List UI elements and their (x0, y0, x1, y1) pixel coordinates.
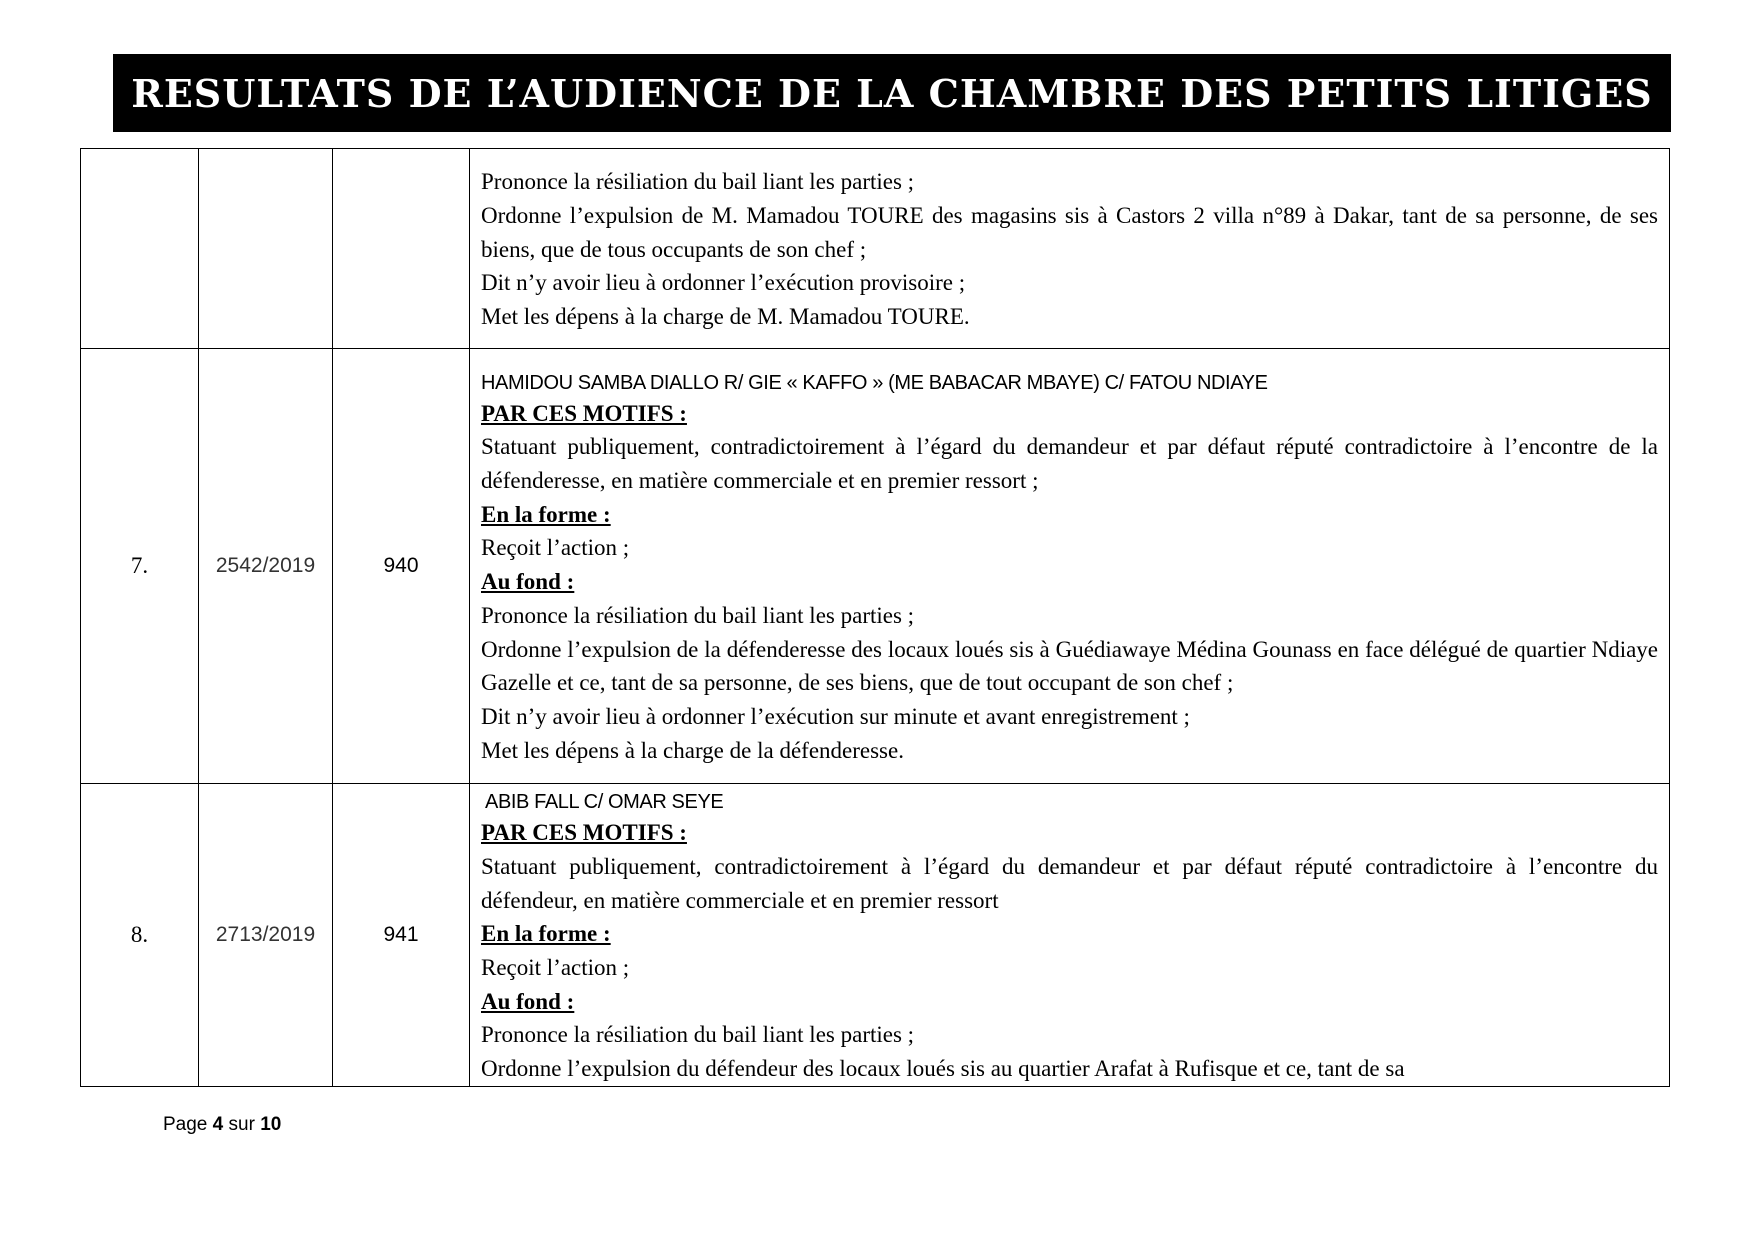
row-number: 8. (81, 784, 199, 1087)
role-number: 2713/2019 (199, 784, 333, 1087)
motifs-heading: PAR CES MOTIFS : (481, 820, 687, 846)
decision-line: Prononce la résiliation du bail liant les parties ; (481, 169, 915, 195)
parties-line: HAMIDOU SAMBA DIALLO R/ GIE « KAFFO » (ME BABACAR MBAYE) C/ FATOU NDIAYE (481, 371, 1268, 394)
row-number: 7. (81, 349, 199, 784)
judgment-number: 941 (333, 784, 470, 1087)
total-pages: 10 (260, 1114, 282, 1135)
decision-line: Reçoit l’action ; (481, 955, 630, 980)
decision-line: Ordonne l’expulsion de M. Mamadou TOURE des magasins sis à Castors 2 villa n°89 à Dakar, tant de sa personne, de ses biens, que de tous occupants de son chef ; (481, 202, 1658, 262)
decision-line: Reçoit l’action ; (481, 535, 630, 561)
forme-heading: En la forme : (481, 921, 611, 947)
row-number (81, 149, 199, 349)
forme-heading: En la forme : (481, 501, 611, 527)
decision-cell (470, 149, 1670, 349)
statuant-paragraph: Statuant publiquement, contradictoirement à l’égard du demandeur et par défaut réputé contradictoire à l’encontre de la défenderesse, en matière commerciale et en premier ressort ; (481, 434, 1658, 494)
judgment-number: 940 (333, 349, 470, 784)
decision-cell (470, 349, 1670, 784)
fond-heading: Au fond : (481, 988, 575, 1014)
statuant-paragraph: Statuant publiquement, contradictoirement à l’égard du demandeur et par défaut réputé contradictoire à l’encontre du défendeur, en matière commerciale et en premier ressort (481, 853, 1658, 913)
table-row (81, 149, 1670, 349)
footer-prefix: Page (163, 1114, 213, 1135)
title-banner (113, 54, 1671, 132)
decision-line: Ordonne l’expulsion de la défenderesse des locaux loués sis à Guédiawaye Médina Gounass en face délégué de quartier Ndiaye Gazelle et ce, tant de sa personne, de ses biens, que de tout occupant de son chef ; (481, 636, 1658, 696)
decision-cell (470, 784, 1670, 1087)
page-title: RESULTATS DE L’AUDIENCE DE LA CHAMBRE DES PETITS LITIGES (131, 70, 1653, 116)
decision-line: Dit n’y avoir lieu à ordonner l’exécution sur minute et avant enregistrement ; (481, 703, 1190, 729)
table-row (81, 349, 1670, 784)
role-number: 2542/2019 (199, 349, 333, 784)
decision-line: Prononce la résiliation du bail liant les parties ; (481, 602, 915, 628)
parties-line: ABIB FALL C/ OMAR SEYE (485, 791, 724, 814)
decision-line: Met les dépens à la charge de M. Mamadou TOURE. (481, 304, 970, 330)
table-row (81, 784, 1670, 1087)
motifs-heading: PAR CES MOTIFS : (481, 400, 687, 426)
decision-line: Dit n’y avoir lieu à ordonner l’exécution provisoire ; (481, 270, 966, 296)
fond-heading: Au fond : (481, 569, 575, 595)
decision-line: Prononce la résiliation du bail liant les parties ; (481, 1022, 915, 1048)
judgment-number (333, 149, 470, 349)
decision-line: Ordonne l’expulsion du défendeur des locaux loués sis au quartier Arafat à Rufisque et ce, tant de sa (481, 1056, 1405, 1082)
page-footer (163, 1114, 281, 1136)
results-table (80, 148, 1670, 1087)
decision-line: Met les dépens à la charge de la défenderesse. (481, 737, 904, 763)
footer-middle: sur (223, 1114, 261, 1135)
current-page: 4 (212, 1114, 224, 1135)
role-number (199, 149, 333, 349)
